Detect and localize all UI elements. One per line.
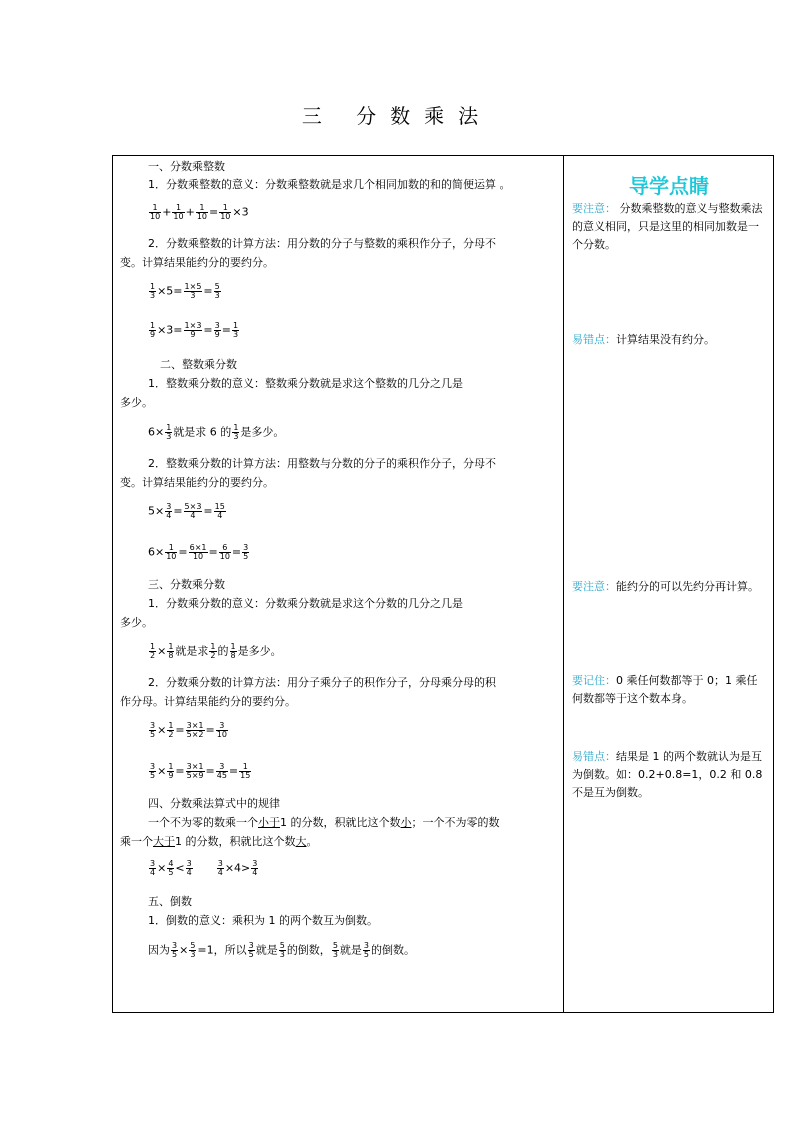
- fraction: $\frac{1}{10}$: [196, 203, 207, 221]
- note-tag: 要注意：: [572, 580, 616, 593]
- section5-example: 因为 $\frac{3}{5}$ × $\frac{5}{3}$ =1，所以 $\frac{3}{5}$ 就是 $\frac{5}{3}$ 的倒数， $\frac{5}{3}$ 就是 $\frac{3}{5}$ 的倒数。: [148, 941, 415, 959]
- section1-paragraph1: 1．分数乘整数的意义：分数乘整数就是求几个相同加数的和的简便运算 。: [148, 178, 511, 191]
- note-tag: 要记住：: [572, 674, 616, 687]
- note-tag: 要注意：: [572, 202, 616, 215]
- section3-paragraph2b: 作分母。计算结果能约分的要约分。: [120, 695, 296, 708]
- note-remember: [572, 672, 768, 708]
- section3-paragraph2a: 2．分数乘分数的计算方法：用分子乘分子的积作分子，分母乘分母的积: [148, 676, 496, 689]
- section4-heading: 四、分数乘法算式中的规律: [148, 797, 280, 810]
- section1-example1: $\frac{1}{10}$ + $\frac{1}{10}$ + $\frac{1}{10}$ = $\frac{1}{10}$ ×3: [150, 203, 249, 221]
- section4-example: $\frac{3}{4}$ × $\frac{4}{5}$ < $\frac{3}{4}$ $\frac{3}{4}$ ×4> $\frac{3}{4}$: [150, 859, 258, 877]
- note-text: 计算结果没有约分。: [616, 333, 715, 346]
- fraction: $\frac{1}{10}$: [150, 203, 161, 221]
- section2-paragraph1a: 1．整数乘分数的意义：整数乘分数就是求这个整数的几分之几是: [148, 377, 463, 390]
- note-attention-1: [572, 200, 768, 254]
- section2-example3: 6× $\frac{1}{10}$ = $\frac{6\times 1}{10}$ = $\frac{6}{10}$ = $\frac{3}{5}$: [148, 543, 249, 561]
- note-mistake-1: [572, 331, 768, 349]
- section2-example2: 5× $\frac{3}{4}$ = $\frac{5\times 3}{4}$ = $\frac{15}{4}$: [148, 502, 225, 520]
- section2-example1: 6× $\frac{1}{3}$ 就是求 6 的 $\frac{1}{3}$ 是多少。: [148, 423, 285, 441]
- section3-paragraph1a: 1．分数乘分数的意义：分数乘分数就是求这个分数的几分之几是: [148, 597, 463, 610]
- section3-example3: $\frac{3}{5}$ × $\frac{1}{9}$ = $\frac{3\times 1}{5\times 9}$ = $\frac{3}{45}$ = $\frac{1}{15}$: [150, 762, 251, 780]
- section3-example1: $\frac{1}{2}$ × $\frac{1}{8}$ 就是求 $\frac{1}{2}$ 的 $\frac{1}{8}$ 是多少。: [150, 642, 282, 660]
- note-tag: 易错点：: [572, 333, 616, 346]
- section3-heading: 三、分数乘分数: [148, 578, 225, 591]
- page-title: 三 分数乘法: [301, 104, 493, 128]
- section4-paragraph2: 乘一个大于1 的分数，积就比这个数大。: [120, 835, 318, 848]
- note-tag: 易错点：: [572, 750, 616, 763]
- fraction: $\frac{1}{10}$: [220, 203, 231, 221]
- section5-paragraph1: 1．倒数的意义：乘积为 1 的两个数互为倒数。: [148, 914, 378, 927]
- section4-paragraph1: 一个不为零的数乘一个小于1 的分数，积就比这个数小；一个不为零的数: [148, 816, 500, 829]
- section1-example2: $\frac{1}{3}$ ×5= $\frac{1\times 5}{3}$ = $\frac{5}{3}$: [150, 282, 220, 300]
- guide-title: 导学点睛: [629, 174, 709, 198]
- section1-heading: 一、分数乘整数: [148, 160, 225, 173]
- section1-example3: $\frac{1}{9}$ ×3= $\frac{1\times 3}{9}$ = $\frac{3}{9}$ = $\frac{1}{3}$: [150, 321, 239, 339]
- note-mistake-2: [572, 748, 768, 802]
- note-attention-2: [572, 578, 768, 596]
- note-text: 能约分的可以先约分再计算。: [616, 580, 759, 593]
- section5-heading: 五、倒数: [148, 895, 192, 908]
- section1-paragraph2a: 2．分数乘整数的计算方法：用分数的分子与整数的乘积作分子，分母不: [148, 237, 496, 250]
- note-text: 结果是 1 的两个数就认为是互为倒数。如：0.2+0.8=1，0.2 和 0.8 不是互为倒数。: [572, 750, 763, 799]
- section2-heading: 二、整数乘分数: [160, 358, 237, 371]
- section3-paragraph1b: 多少。: [120, 616, 153, 629]
- section2-paragraph1b: 多少。: [120, 396, 153, 409]
- fraction: $\frac{1}{10}$: [173, 203, 184, 221]
- section2-paragraph2a: 2．整数乘分数的计算方法：用整数与分数的分子的乘积作分子，分母不: [148, 457, 496, 470]
- note-text: 0 乘任何数都等于 0；1 乘任何数都等于这个数本身。: [572, 674, 758, 705]
- section3-example2: $\frac{3}{5}$ × $\frac{1}{2}$ = $\frac{3\times 1}{5\times 2}$ = $\frac{3}{10}$: [150, 721, 227, 739]
- section2-paragraph2b: 变。计算结果能约分的要约分。: [120, 476, 274, 489]
- note-text: 分数乘整数的意义与整数乘法的意义相同，只是这里的相同加数是一个分数。: [572, 202, 763, 251]
- column-divider: [563, 155, 564, 1013]
- section1-paragraph2b: 变。计算结果能约分的要约分。: [120, 256, 274, 269]
